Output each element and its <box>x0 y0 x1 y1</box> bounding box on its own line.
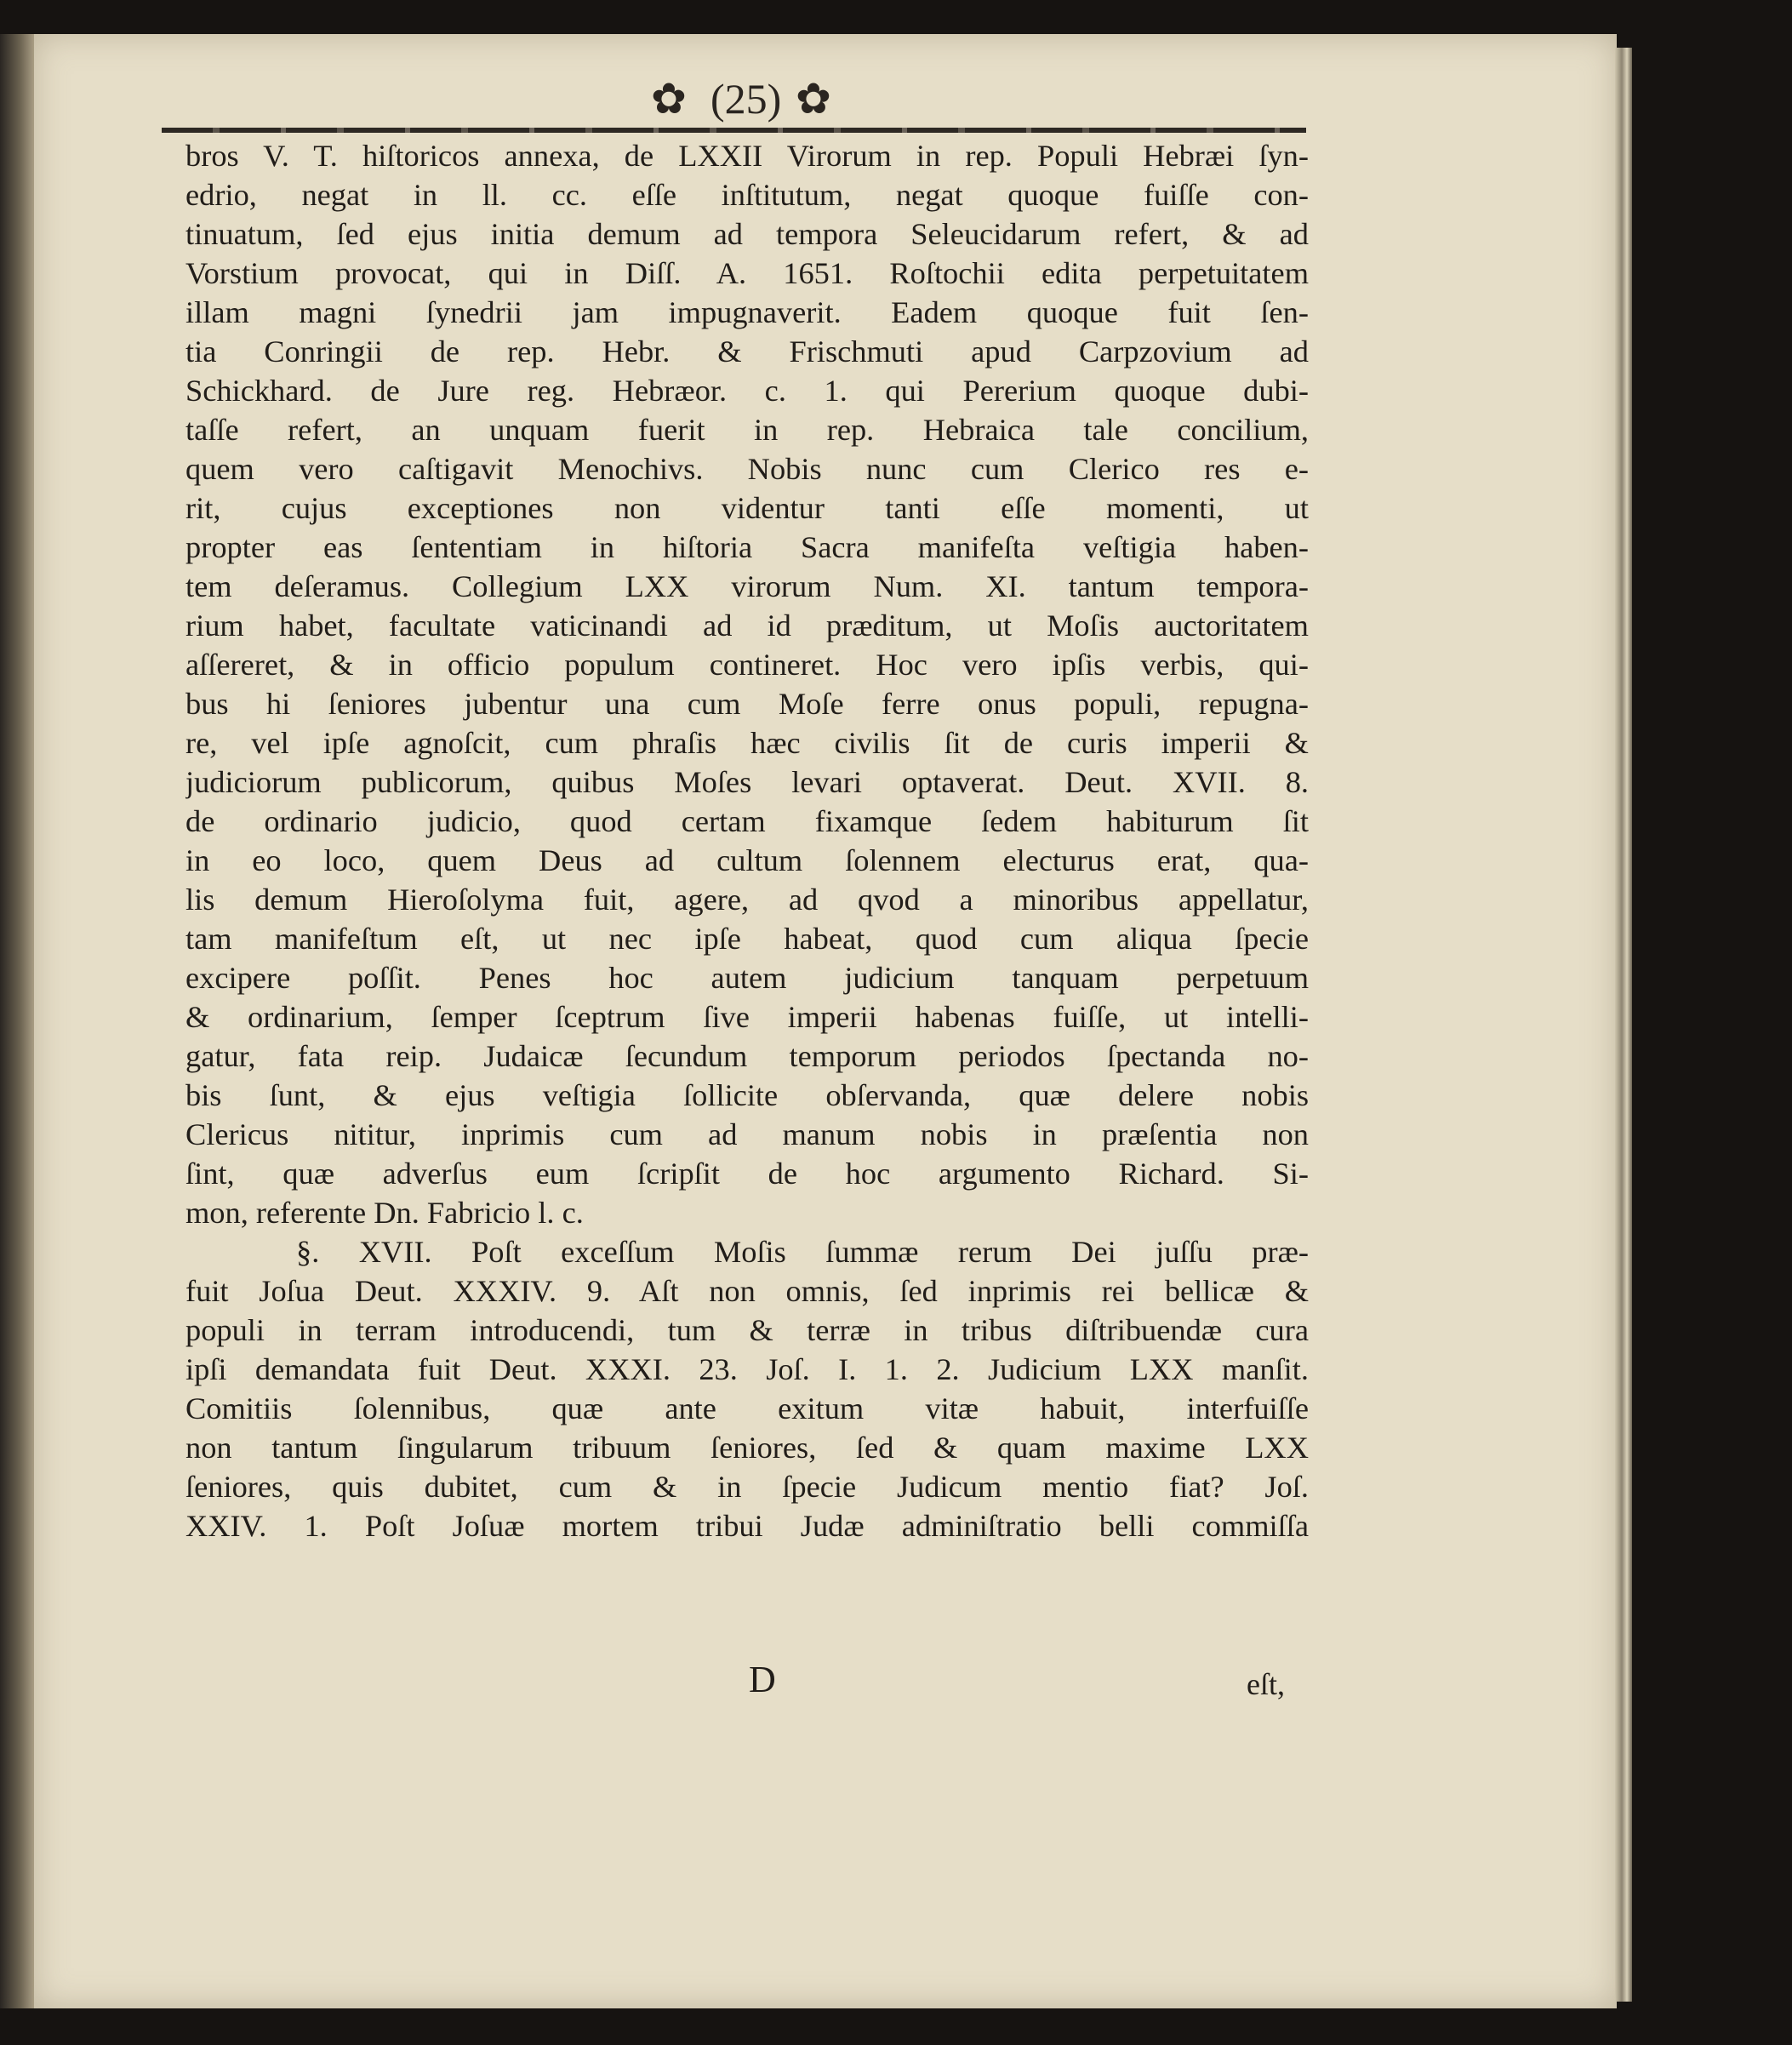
text-line: XXIV. 1. Poſt Joſuæ mortem tribui Judæ adminiſtratio belli commiſſa <box>185 1509 1309 1543</box>
text-line: fuit Joſua Deut. XXXIV. 9. Aſt non omnis, ſed inprimis rei bellicæ & <box>185 1274 1309 1308</box>
text-line: ſint, quæ adverſus eum ſcripſit de hoc argumento Richard. Si- <box>185 1157 1309 1191</box>
text-line: Clericus nititur, inprimis cum ad manum nobis in præſentia non <box>185 1117 1309 1151</box>
text-line: bis ſunt, & ejus veſtigia ſollicite obſervanda, quæ delere nobis <box>185 1078 1309 1112</box>
text-line: in eo loco, quem Deus ad cultum ſolennem electurus erat, qua- <box>185 843 1309 877</box>
text-line: rium habet, facultate vaticinandi ad id præditum, ut Moſis auctoritatem <box>185 608 1309 643</box>
text-line: rit, cujus exceptiones non videntur tanti eſſe momenti, ut <box>185 491 1309 525</box>
text-line: Schickhard. de Jure reg. Hebræor. c. 1. qui Pererium quoque dubi- <box>185 374 1309 408</box>
text-line: ſeniores, quis dubitet, cum & in ſpecie Judicum mentio fiat? Joſ. <box>185 1470 1309 1504</box>
text-line: gatur, fata reip. Judaicæ ſecundum temporum periodos ſpectanda no- <box>185 1039 1309 1073</box>
text-line: propter eas ſententiam in hiſtoria Sacra manifeſta veſtigia haben- <box>185 530 1309 564</box>
text-line: edrio, negat in ll. cc. eſſe inſtitutum, negat quoque fuiſſe con- <box>185 178 1309 212</box>
page-header <box>162 72 1306 132</box>
flower-ornament-icon: ✿ <box>651 75 687 123</box>
text-line: Comitiis ſolennibus, quæ ante exitum vitæ habuit, interfuiſſe <box>185 1391 1309 1425</box>
text-line: aſſereret, & in officio populum contineret. Hoc vero ipſis verbis, qui- <box>185 648 1309 682</box>
text-line: populi in terram introducendi, tum & terræ in tribus diſtribuendæ cura <box>185 1313 1309 1347</box>
page-number: (25) <box>711 75 782 123</box>
text-line: mon, referente Dn. Fabricio l. c. <box>185 1196 584 1230</box>
text-line: bus hi ſeniores jubentur una cum Moſe ferre onus populi, repugna- <box>185 687 1309 721</box>
text-line: quem vero caſtigavit Menochivs. Nobis nunc cum Clerico res e- <box>185 452 1309 486</box>
text-line: tinuatum, ſed ejus initia demum ad tempora Seleucidarum refert, & ad <box>185 217 1309 251</box>
text-line: & ordinarium, ſemper ſceptrum ſive imperii habenas fuiſſe, ut intelli- <box>185 1000 1309 1034</box>
text-line: non tantum ſingularum tribuum ſeniores, ſed & quam maxime LXX <box>185 1431 1309 1465</box>
flower-ornament-icon: ✿ <box>796 75 831 123</box>
text-line: judiciorum publicorum, quibus Moſes levari optaverat. Deut. XVII. 8. <box>185 765 1309 799</box>
page-body <box>185 136 1309 1545</box>
book-spine <box>0 34 34 2008</box>
catchword: eſt, <box>1247 1667 1285 1701</box>
header-rule <box>162 128 1306 133</box>
text-line: tia Conringii de rep. Hebr. & Frischmuti apud Carpzovium ad <box>185 334 1309 368</box>
text-line: de ordinario judicio, quod certam fixamque ſedem habiturum ſit <box>185 804 1309 838</box>
text-line: Vorstium provocat, qui in Diſſ. A. 1651. Roſtochii edita perpetuitatem <box>185 256 1309 290</box>
text-line: illam magni ſynedrii jam impugnaverit. Eadem quoque fuit ſen- <box>185 295 1309 329</box>
section-heading-line: §. XVII. Poſt exceſſum Moſis ſummæ rerum Dei juſſu præ- <box>296 1235 1309 1269</box>
text-line: excipere poſſit. Penes hoc autem judicium tanquam perpetuum <box>185 961 1309 995</box>
text-line: lis demum Hieroſolyma fuit, agere, ad qvod a minoribus appellatur, <box>185 883 1309 917</box>
text-line: re, vel ipſe agnoſcit, cum phraſis hæc civilis ſit de curis imperii & <box>185 726 1309 760</box>
text-line: tam manifeſtum eſt, ut nec ipſe habeat, quod cum aliqua ſpecie <box>185 922 1309 956</box>
text-line: taſſe refert, an unquam fuerit in rep. Hebraica tale concilium, <box>185 413 1309 447</box>
text-line: tem deſeramus. Collegium LXX virorum Num. XI. tantum tempora- <box>185 569 1309 603</box>
text-line: bros V. T. hiſtoricos annexa, de LXXII Virorum in rep. Populi Hebræi ſyn- <box>185 139 1309 173</box>
text-line: ipſi demandata fuit Deut. XXXI. 23. Joſ. I. 1. 2. Judicium LXX manſit. <box>185 1352 1309 1386</box>
page-edge <box>1615 48 1632 2002</box>
signature-mark: D <box>749 1659 776 1700</box>
